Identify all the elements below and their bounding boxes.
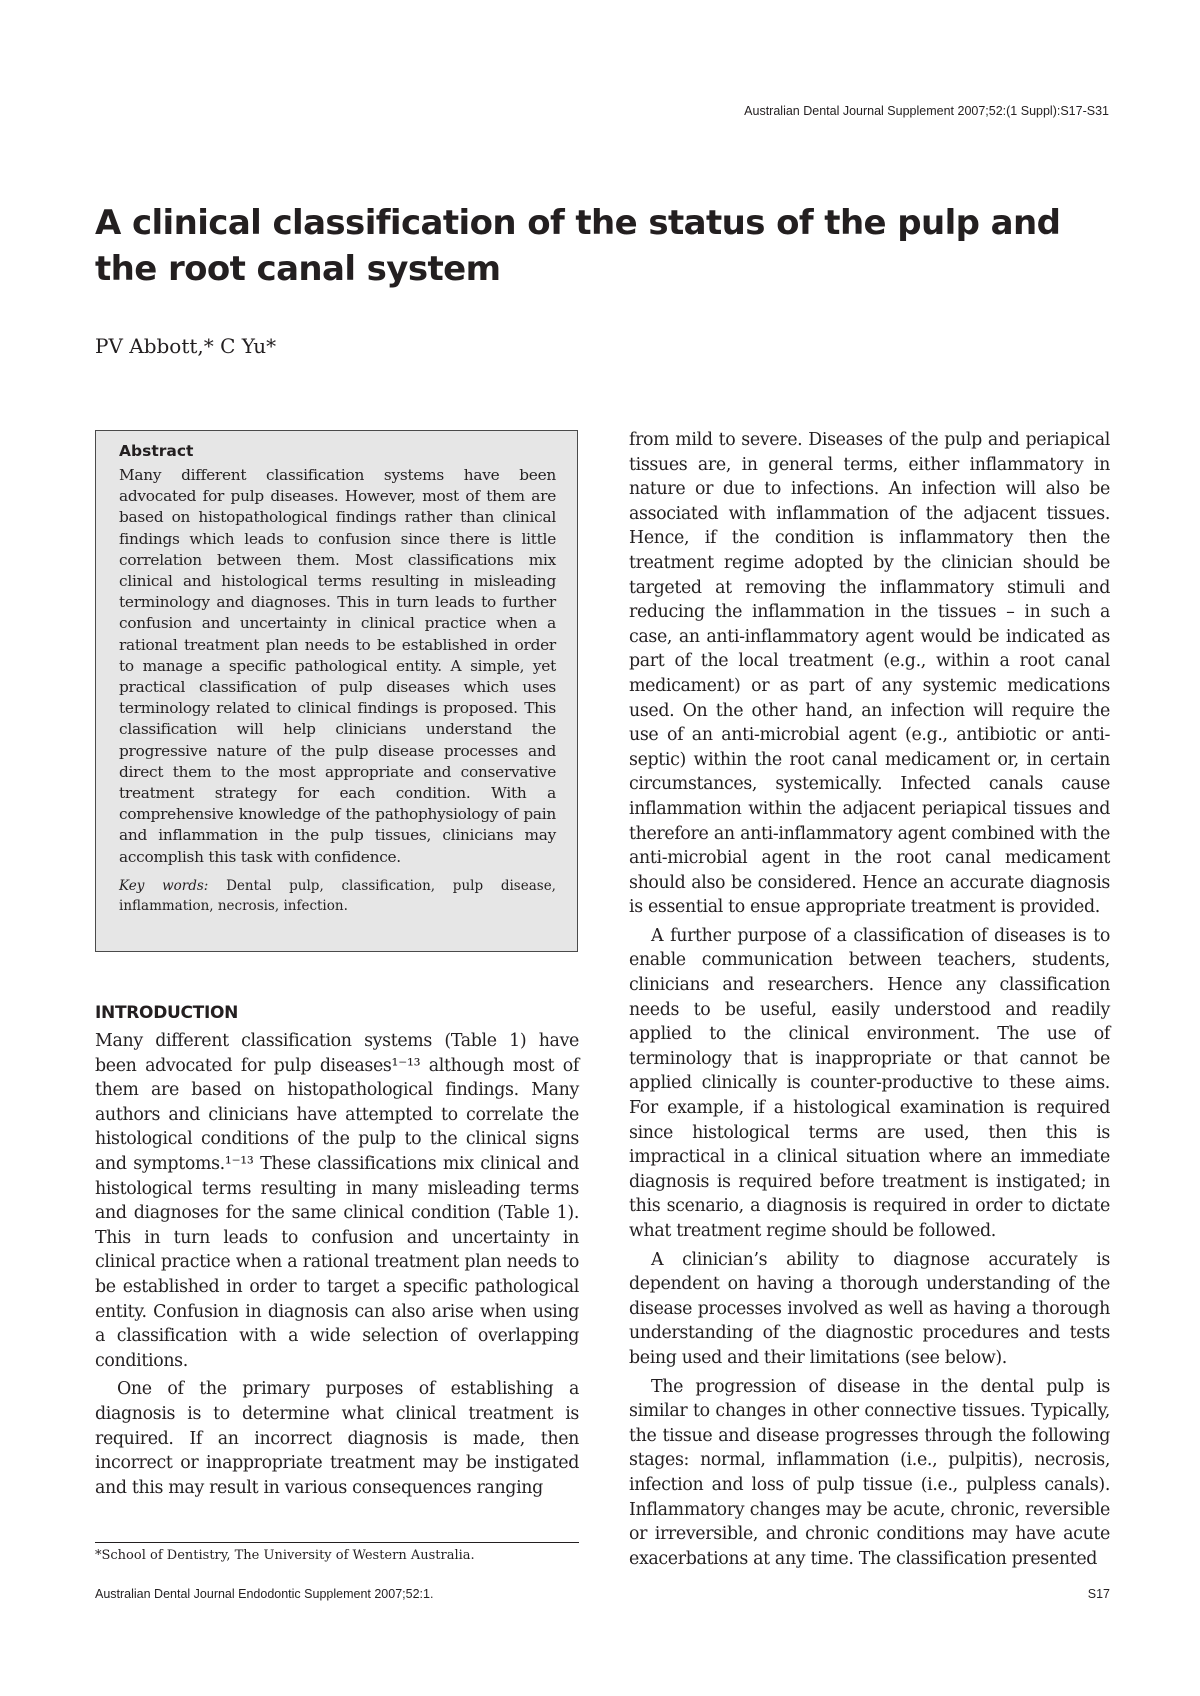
abstract-heading: Abstract: [119, 442, 194, 460]
keywords: [119, 876, 556, 916]
introduction-paragraph-1: Many different classification systems (Table 1) have been advocated for pulp diseases¹⁻¹³ although most of them are based on histopathological findings. Many authors and clinicians have attempted to correlate the histological conditions of the pulp to the clinical signs and symptoms.¹⁻¹³ These classifications mix clinical and histological terms resulting in many misleading terms and diagnoses for the same clinical condition (Table 1). This in turn leads to confusion and uncertainty in clinical practice when a rational treatment plan needs to be established in order to target a specific pathological entity. Confusion in diagnosis can also arise when using a classification with a wide selection of overlapping conditions.: [95, 1031, 579, 1371]
abstract-box: [95, 430, 578, 952]
right-paragraph-1: from mild to severe. Diseases of the pulp and periapical tissues are, in general terms, either inflammatory in nature or due to infections. An infection will also be associated with inflammation of the adjacent tissues. Hence, if the condition is inflammatory then the treatment regime adopted by the clinician should be targeted at removing the inflammatory stimuli and reducing the inflammation in the tissues – in such a case, an anti-inflammatory agent would be indicated as part of the local treatment (e.g., within a root canal medicament) or as part of any systemic medications used. On the other hand, an infection will require the use of an anti-microbial agent (e.g., antibiotic or anti-septic) within the root canal medicament or, in certain circumstances, systemically. Infected canals cause inflammation within the adjacent periapical tissues and therefore an anti-inflammatory agent combined with the anti-microbial agent in the root canal medicament should also be considered. Hence an accurate diagnosis is essential to ensue appropriate treatment is provided.: [629, 430, 1110, 918]
affiliation-footnote: *School of Dentistry, The University of Western Australia.: [95, 1548, 475, 1563]
footer-journal: Australian Dental Journal Endodontic Supplement 2007;52:1.: [95, 1587, 434, 1601]
left-column: [95, 1001, 579, 1500]
article-title: A clinical classification of the status of the pulp and the root canal system: [95, 203, 1061, 289]
article-authors: PV Abbott,* C Yu*: [95, 334, 277, 358]
right-paragraph-4: The progression of disease in the dental pulp is similar to changes in other connective tissues. Typically, the tissue and disease progresses through the following stages: normal, inflammation (i.e., pulpitis), necrosis, infection and loss of pulp tissue (i.e., pulpless canals). Inflammatory changes may be acute, chronic, reversible or irreversible, and chronic conditions may have acute exacerbations at any time. The classification presented: [629, 1376, 1110, 1569]
right-paragraph-3: A clinician’s ability to diagnose accurately is dependent on having a thorough understanding of the disease processes involved as well as having a thorough understanding of the diagnostic procedures and tests being used and their limitations (see below).: [629, 1249, 1110, 1368]
running-head: Australian Dental Journal Supplement 2007;52:(1 Suppl):S17-S31: [744, 104, 1109, 118]
introduction-paragraph-2: One of the primary purposes of establishing a diagnosis is to determine what clinical treatment is required. If an incorrect diagnosis is made, then incorrect or inappropriate treatment may be instigated and this may result in various consequences ranging: [95, 1379, 579, 1498]
right-column: [629, 428, 1110, 1571]
keywords-list: Dental pulp, classification, pulp disease, inflammation, necrosis, infection.: [119, 877, 556, 914]
introduction-heading: INTRODUCTION: [95, 1003, 239, 1023]
footnote-divider: [95, 1542, 579, 1543]
page-number: S17: [1087, 1587, 1110, 1601]
keywords-label: Key words:: [119, 877, 209, 894]
abstract-text: Many different classification systems have been advocated for pulp diseases. However, most of them are based on histopathological findings rather than clinical findings which leads to confusion since there is little correlation between them. Most classifications mix clinical and histological terms resulting in misleading terminology and diagnoses. This in turn leads to further confusion and uncertainty in clinical practice when a rational treatment plan needs to be established in order to manage a specific pathological entity. A simple, yet practical classification of pulp diseases which uses terminology related to clinical findings is proposed. This classification will help clinicians understand the progressive nature of the pulp disease processes and direct them to the most appropriate and conservative treatment strategy for each condition. With a comprehensive knowledge of the pathophysiology of pain and inflammation in the pulp tissues, clinicians may accomplish this task with confidence.: [119, 466, 556, 866]
right-paragraph-2: A further purpose of a classification of diseases is to enable communication between teachers, students, clinicians and researchers. Hence any classification needs to be useful, easily understood and readily applied to the clinical environment. The use of terminology that is inappropriate or that cannot be applied clinically is counter-productive to these aims. For example, if a histological examination is required since histological terms are used, then this is impractical in a clinical situation where an immediate diagnosis is required before treatment is instigated; in this scenario, a diagnosis is required in order to dictate what treatment regime should be followed.: [629, 925, 1110, 1241]
